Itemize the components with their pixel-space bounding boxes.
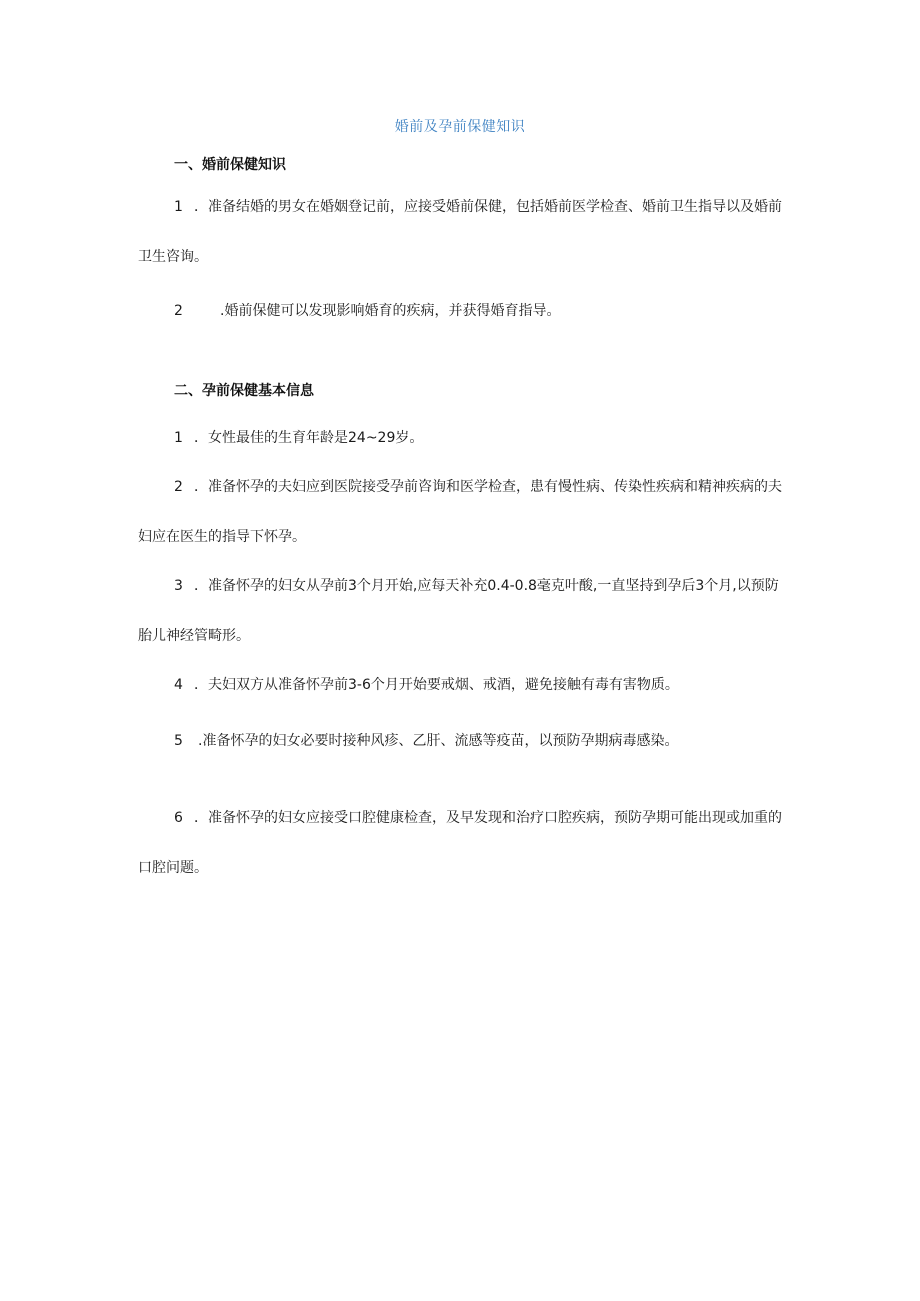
item-number: 6 <box>174 810 183 826</box>
list-item <box>138 561 786 661</box>
item-number: 3 <box>174 578 183 594</box>
document-title: 婚前及孕前保健知识 <box>394 119 526 135</box>
list-item <box>138 182 786 282</box>
item-number: 1 <box>174 199 183 215</box>
list-item <box>138 793 786 893</box>
item-text: ．女性最佳的生育年龄是24~29岁。 <box>194 430 424 446</box>
item-text: .婚前保健可以发现影响婚育的疾病，并获得婚育指导。 <box>220 303 561 319</box>
item-text: ．准备怀孕的妇女应接受口腔健康检查，及早发现和治疗口腔疾病，预防孕期可能出现或加重的口腔问题。 <box>138 810 782 876</box>
item-number: 2 <box>174 479 183 495</box>
item-text: .准备怀孕的妇女必要时接种风疹、乙肝、流感等疫苗，以预防孕期病毒感染。 <box>198 733 679 749</box>
list-item <box>138 286 786 336</box>
item-text: ．准备怀孕的妇女从孕前3个月开始,应每天补充0.4-0.8毫克叶酸,一直坚持到孕后3个月,以预防胎儿神经管畸形。 <box>138 578 779 644</box>
list-item <box>138 716 786 766</box>
section-heading-preconception: 二、孕前保健基本信息 <box>174 383 314 399</box>
list-item <box>138 413 786 463</box>
item-number: 4 <box>174 677 183 693</box>
item-number: 1 <box>174 430 183 446</box>
item-text: ．夫妇双方从准备怀孕前3-6个月开始要戒烟、戒酒，避免接触有毒有害物质。 <box>194 677 679 693</box>
item-number: 5 <box>174 733 183 749</box>
list-item <box>138 660 786 710</box>
list-item <box>138 462 786 562</box>
item-text: ．准备结婚的男女在婚姻登记前，应接受婚前保健，包括婚前医学检查、婚前卫生指导以及婚前卫生咨询。 <box>138 199 782 265</box>
item-text: ．准备怀孕的夫妇应到医院接受孕前咨询和医学检查，患有慢性病、传染性疾病和精神疾病的夫妇应在医生的指导下怀孕。 <box>138 479 782 545</box>
item-number: 2 <box>174 303 183 319</box>
section-heading-premarital: 一、婚前保健知识 <box>174 157 286 173</box>
